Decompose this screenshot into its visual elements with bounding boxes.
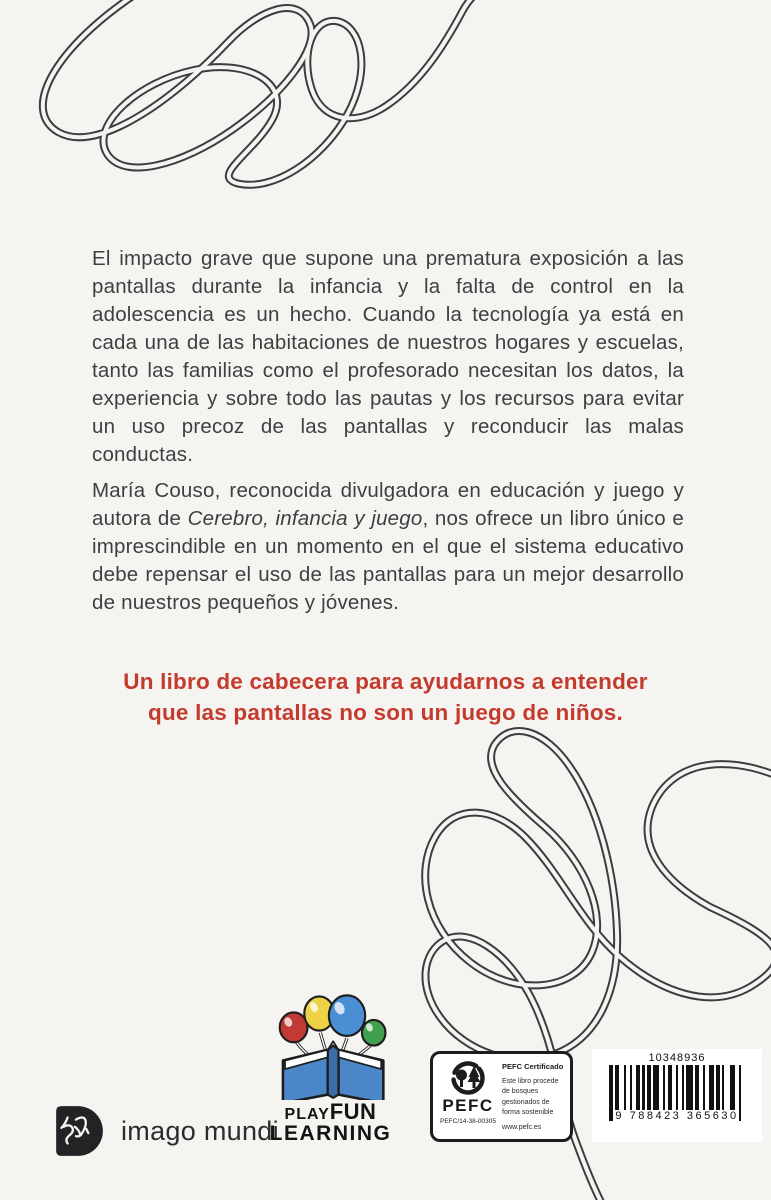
balloons-book-icon [272,990,390,1100]
play-fun-learning-wordmark [263,1099,398,1145]
imago-mundi-logo-icon [52,1104,106,1158]
pefc-right-column [502,1060,564,1134]
pefc-certification-box [430,1051,573,1142]
pefc-wordmark: PEFC [442,1096,494,1115]
scribble-doodle-top-icon [0,0,520,200]
paragraph2-text-after: , nos ofrece un libro único e imprescindible en un momento en el que el sistema educativo debe repensar el uso de las pantallas para un mejor desarrollo de nuestros pequeños y jóvenes. [92,506,684,614]
publisher-logo [52,1104,279,1158]
pfl-word-learning: LEARNING [269,1121,392,1145]
synopsis-paragraph-2 [92,477,684,617]
pfl-word-play: PLAY [284,1106,330,1123]
pefc-license-number: PEFC/14-38-00305 [440,1118,497,1125]
pfl-word-fun: FUN [329,1099,377,1124]
tagline [60,666,711,728]
barcode-isbn-digits: 9 788423 365630 [615,1110,739,1122]
book-title-italic: Cerebro, infancia y juego [187,506,423,530]
pefc-url: www.pefc.es [502,1124,542,1131]
pefc-title: PEFC Certificado [502,1062,564,1071]
paragraph2-text-before: María Couso, reconocida divulgadora en educación y juego y autora de [92,478,684,530]
barcode-top-code: 10348936 [648,1052,706,1064]
barcode-block [592,1049,762,1142]
pefc-logo-icon [446,1060,490,1098]
pefc-left-column [440,1060,496,1134]
tagline-line-1: Un libro de cabecera para ayudarnos a entender [123,668,648,694]
pefc-description: Este libro procede de bosques gestionados de forma sostenible [502,1078,559,1116]
play-fun-learning-logo [263,990,398,1144]
publisher-name: imago mundi [121,1115,279,1146]
synopsis-paragraph-1: El impacto grave que supone una prematura exposición a las pantallas durante la infancia y la falta de control en la adolescencia es un hecho. Cuando la tecnología ya está en cada una de las habitaciones de nuestros hogares y escuelas, tanto las familias como el profesorado necesitan los datos, la experiencia y sobre todo las pautas y los recursos para evitar un uso precoz de las pantallas y reconducir las malas conductas. [92,246,684,466]
tagline-line-2: que las pantallas no son un juego de niños. [148,699,623,725]
